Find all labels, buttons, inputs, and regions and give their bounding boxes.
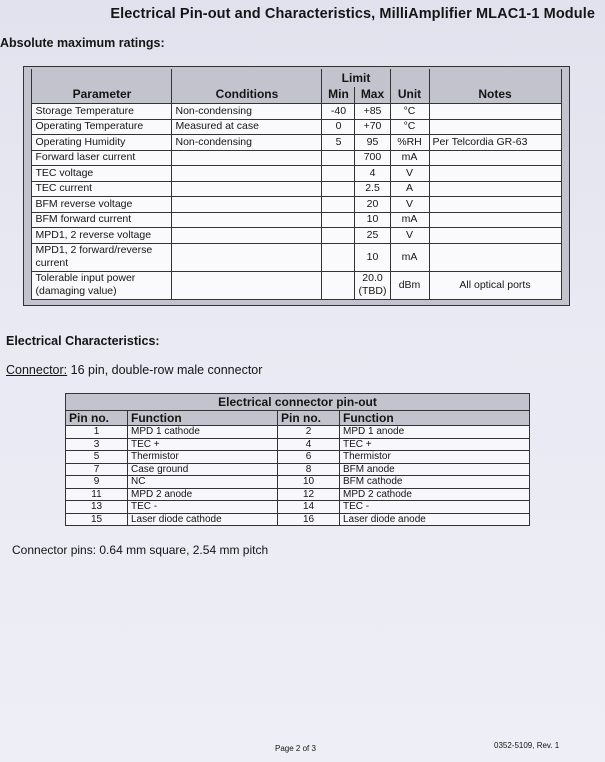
pin-cell-pin-a: 1 bbox=[66, 426, 128, 439]
rating-cell-min bbox=[322, 181, 355, 197]
rating-cell-notes bbox=[429, 228, 561, 244]
pin-cell-pin-b: 12 bbox=[278, 488, 340, 501]
rating-cell-conditions bbox=[172, 228, 322, 244]
rating-cell-conditions bbox=[172, 150, 322, 166]
pin-cell-pin-b: 10 bbox=[278, 476, 340, 489]
rating-cell-parameter: Storage Temperature bbox=[32, 104, 172, 120]
rating-cell-conditions bbox=[172, 166, 322, 182]
pin-cell-pin-b: 4 bbox=[278, 438, 340, 451]
rating-cell-max: 4 bbox=[355, 166, 390, 182]
rating-cell-unit: V bbox=[390, 197, 429, 213]
rating-cell-min bbox=[322, 271, 355, 299]
absolute-max-table-frame bbox=[23, 66, 570, 306]
rating-row bbox=[32, 181, 561, 197]
col-header-conditions: Conditions bbox=[172, 69, 322, 104]
pin-cell-func-a: Case ground bbox=[128, 463, 278, 476]
col-header-limit: Limit bbox=[322, 69, 390, 87]
rating-cell-parameter: TEC voltage bbox=[32, 166, 172, 182]
rating-cell-min bbox=[322, 197, 355, 213]
rating-cell-parameter: MPD1, 2 forward/reverse current bbox=[32, 243, 172, 271]
rating-row bbox=[32, 271, 561, 299]
rating-cell-min bbox=[322, 228, 355, 244]
absolute-max-table bbox=[31, 69, 561, 300]
rating-cell-max: 10 bbox=[355, 212, 390, 228]
pin-cell-func-b: Thermistor bbox=[340, 451, 530, 464]
pin-cell-func-b: TEC + bbox=[340, 438, 530, 451]
pin-header-function-a: Function bbox=[128, 411, 278, 426]
rating-row bbox=[32, 166, 561, 182]
pin-cell-func-a: MPD 2 anode bbox=[128, 488, 278, 501]
rating-cell-notes: All optical ports bbox=[429, 271, 561, 299]
rating-cell-max: 95 bbox=[355, 135, 390, 151]
pin-cell-func-a: TEC + bbox=[128, 438, 278, 451]
rating-cell-parameter: Operating Temperature bbox=[32, 119, 172, 135]
rating-row bbox=[32, 228, 561, 244]
pin-cell-func-b: MPD 2 cathode bbox=[340, 488, 530, 501]
connector-label: Connector: bbox=[6, 363, 68, 377]
rating-cell-conditions: Measured at case bbox=[172, 119, 322, 135]
pin-cell-pin-a: 3 bbox=[66, 438, 128, 451]
pin-header-pin-a: Pin no. bbox=[66, 411, 128, 426]
electrical-characteristics-heading: Electrical Characteristics: bbox=[6, 334, 160, 348]
col-header-notes: Notes bbox=[429, 69, 561, 104]
pin-header-function-b: Function bbox=[340, 411, 530, 426]
rating-cell-notes bbox=[429, 197, 561, 213]
pin-cell-func-a: MPD 1 cathode bbox=[128, 426, 278, 439]
absolute-max-heading: Absolute maximum ratings: bbox=[0, 36, 165, 50]
rating-cell-max: 10 bbox=[355, 243, 390, 271]
rating-cell-notes bbox=[429, 212, 561, 228]
rating-cell-parameter: BFM reverse voltage bbox=[32, 197, 172, 213]
rating-cell-min bbox=[322, 243, 355, 271]
rating-cell-min bbox=[322, 212, 355, 228]
col-header-unit: Unit bbox=[390, 69, 429, 104]
rating-cell-unit: mA bbox=[390, 243, 429, 271]
rating-row bbox=[32, 197, 561, 213]
rating-cell-conditions bbox=[172, 181, 322, 197]
document-title: Electrical Pin-out and Characteristics, MilliAmplifier MLAC1-1 Module bbox=[110, 6, 595, 22]
pin-cell-func-b: BFM cathode bbox=[340, 476, 530, 489]
pin-cell-func-a: TEC - bbox=[128, 501, 278, 514]
pin-table-body bbox=[66, 426, 530, 526]
rating-cell-min bbox=[322, 166, 355, 182]
col-header-max: Max bbox=[355, 87, 390, 104]
rating-row bbox=[32, 135, 561, 151]
rating-cell-max: 20 bbox=[355, 197, 390, 213]
rating-row bbox=[32, 150, 561, 166]
page-number: Page 2 of 3 bbox=[275, 744, 316, 753]
pin-cell-pin-a: 7 bbox=[66, 463, 128, 476]
pin-cell-pin-a: 5 bbox=[66, 451, 128, 464]
rating-cell-notes bbox=[429, 181, 561, 197]
pin-cell-pin-b: 8 bbox=[278, 463, 340, 476]
rating-cell-notes bbox=[429, 104, 561, 120]
connector-description bbox=[6, 363, 262, 377]
rating-cell-max: 700 bbox=[355, 150, 390, 166]
connector-text: 16 pin, double-row male connector bbox=[70, 363, 263, 377]
rating-cell-conditions: Non-condensing bbox=[172, 135, 322, 151]
rating-cell-unit: °C bbox=[390, 119, 429, 135]
pin-cell-func-a: Thermistor bbox=[128, 451, 278, 464]
rating-cell-conditions: Non-condensing bbox=[172, 104, 322, 120]
pin-cell-pin-b: 16 bbox=[278, 513, 340, 526]
col-header-parameter: Parameter bbox=[32, 69, 172, 104]
pin-table-frame bbox=[65, 393, 529, 526]
pin-row bbox=[66, 426, 530, 439]
pin-table-caption: Electrical connector pin-out bbox=[66, 394, 530, 411]
rating-row bbox=[32, 104, 561, 120]
pin-cell-func-b: MPD 1 anode bbox=[340, 426, 530, 439]
pin-row bbox=[66, 451, 530, 464]
rating-cell-unit: %RH bbox=[390, 135, 429, 151]
rating-cell-conditions bbox=[172, 212, 322, 228]
rating-cell-notes bbox=[429, 166, 561, 182]
rating-cell-min bbox=[322, 150, 355, 166]
rating-row bbox=[32, 243, 561, 271]
pin-cell-func-a: NC bbox=[128, 476, 278, 489]
rating-cell-max: +70 bbox=[355, 119, 390, 135]
rating-cell-parameter: TEC current bbox=[32, 181, 172, 197]
rating-cell-min: 0 bbox=[322, 119, 355, 135]
pin-row bbox=[66, 501, 530, 514]
rating-cell-parameter: Operating Humidity bbox=[32, 135, 172, 151]
rating-cell-min: -40 bbox=[322, 104, 355, 120]
rating-cell-conditions bbox=[172, 243, 322, 271]
document-id: 0352-5109, Rev. 1 bbox=[494, 741, 560, 750]
pin-cell-func-b: Laser diode anode bbox=[340, 513, 530, 526]
rating-cell-max: 2.5 bbox=[355, 181, 390, 197]
pin-row bbox=[66, 488, 530, 501]
pin-row bbox=[66, 463, 530, 476]
rating-row bbox=[32, 119, 561, 135]
rating-cell-notes bbox=[429, 150, 561, 166]
pin-row bbox=[66, 476, 530, 489]
rating-cell-max: +85 bbox=[355, 104, 390, 120]
col-header-min: Min bbox=[322, 87, 355, 104]
rating-cell-notes bbox=[429, 119, 561, 135]
rating-cell-max: 25 bbox=[355, 228, 390, 244]
pin-cell-pin-b: 2 bbox=[278, 426, 340, 439]
pin-table bbox=[65, 393, 530, 526]
rating-cell-parameter: MPD1, 2 reverse voltage bbox=[32, 228, 172, 244]
absolute-max-table-body bbox=[32, 104, 561, 300]
rating-cell-max: 20.0 (TBD) bbox=[355, 271, 390, 299]
pin-cell-func-a: Laser diode cathode bbox=[128, 513, 278, 526]
rating-row bbox=[32, 212, 561, 228]
pin-cell-pin-b: 6 bbox=[278, 451, 340, 464]
rating-cell-unit: dBm bbox=[390, 271, 429, 299]
rating-cell-unit: A bbox=[390, 181, 429, 197]
pin-row bbox=[66, 438, 530, 451]
pin-cell-pin-a: 11 bbox=[66, 488, 128, 501]
pin-cell-pin-a: 9 bbox=[66, 476, 128, 489]
rating-cell-conditions bbox=[172, 271, 322, 299]
rating-cell-unit: °C bbox=[390, 104, 429, 120]
rating-cell-notes bbox=[429, 243, 561, 271]
pin-header-pin-b: Pin no. bbox=[278, 411, 340, 426]
pin-row bbox=[66, 513, 530, 526]
rating-cell-unit: mA bbox=[390, 212, 429, 228]
pin-cell-pin-a: 15 bbox=[66, 513, 128, 526]
rating-cell-notes: Per Telcordia GR-63 bbox=[429, 135, 561, 151]
rating-cell-unit: mA bbox=[390, 150, 429, 166]
rating-cell-parameter: Forward laser current bbox=[32, 150, 172, 166]
pin-cell-func-b: TEC - bbox=[340, 501, 530, 514]
pin-cell-func-b: BFM anode bbox=[340, 463, 530, 476]
rating-cell-unit: V bbox=[390, 166, 429, 182]
pin-cell-pin-b: 14 bbox=[278, 501, 340, 514]
rating-cell-min: 5 bbox=[322, 135, 355, 151]
connector-pins-note: Connector pins: 0.64 mm square, 2.54 mm pitch bbox=[12, 543, 269, 557]
rating-cell-unit: V bbox=[390, 228, 429, 244]
pin-cell-pin-a: 13 bbox=[66, 501, 128, 514]
rating-cell-conditions bbox=[172, 197, 322, 213]
rating-cell-parameter: Tolerable input power (damaging value) bbox=[32, 271, 172, 299]
rating-cell-parameter: BFM forward current bbox=[32, 212, 172, 228]
